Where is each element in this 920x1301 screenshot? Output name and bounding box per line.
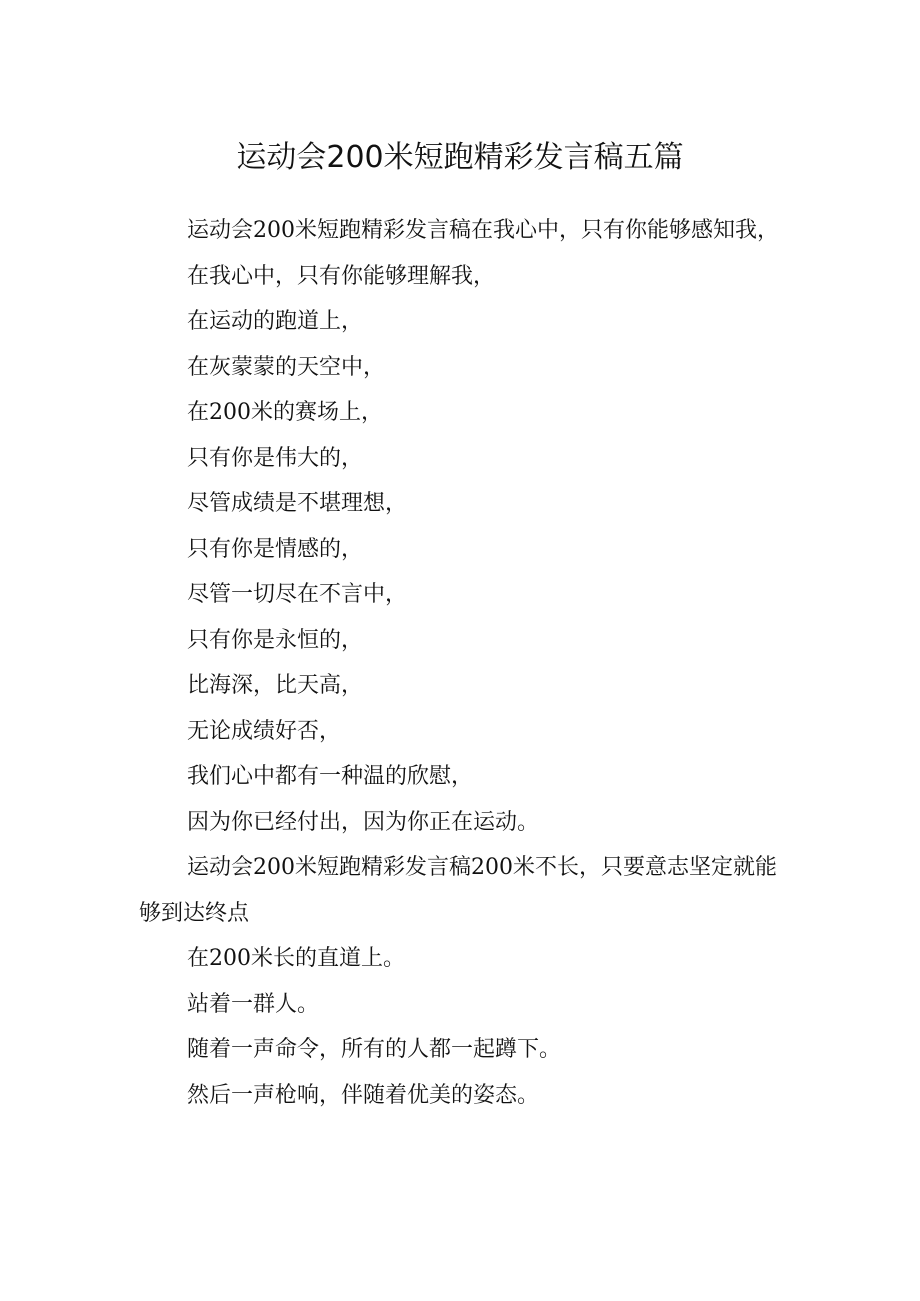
- paragraph: 随着一声命令，所有的人都一起蹲下。: [187, 1037, 562, 1062]
- paragraph: 在200米长的直道上。: [187, 946, 405, 971]
- paragraph: 我们心中都有一种温的欣慰，: [187, 764, 474, 789]
- paragraph: 运动会200米短跑精彩发言稿在我心中，只有你能够感知我，: [187, 218, 779, 243]
- paragraph: 尽管成绩是不堪理想，: [187, 491, 408, 516]
- paragraph: 然后一声枪响，伴随着优美的姿态。: [187, 1082, 540, 1108]
- paragraph: 只有你是情感的，: [187, 536, 364, 562]
- paragraph: 在灰蒙蒙的天空中，: [187, 354, 386, 380]
- paragraph: 在我心中，只有你能够理解我，: [187, 263, 496, 289]
- paragraph: 站着一群人。: [187, 991, 320, 1017]
- paragraph: 在运动的跑道上，: [187, 309, 364, 334]
- paragraph: 运动会200米短跑精彩发言稿200米不长，只要意志坚定就能够到达终点: [139, 855, 777, 926]
- paragraph: 只有你是永恒的，: [187, 627, 364, 653]
- paragraph: 无论成绩好否，: [187, 718, 342, 744]
- document-title: 运动会200米短跑精彩发言稿五篇: [236, 140, 684, 176]
- paragraph: 只有你是伟大的，: [187, 445, 364, 471]
- paragraph: 比海深，比天高，: [187, 673, 364, 698]
- document-body: [139, 208, 779, 1118]
- paragraph: 尽管一切尽在不言中，: [187, 582, 408, 607]
- paragraph: 在200米的赛场上，: [187, 400, 383, 425]
- paragraph: 因为你已经付出，因为你正在运动。: [187, 809, 540, 835]
